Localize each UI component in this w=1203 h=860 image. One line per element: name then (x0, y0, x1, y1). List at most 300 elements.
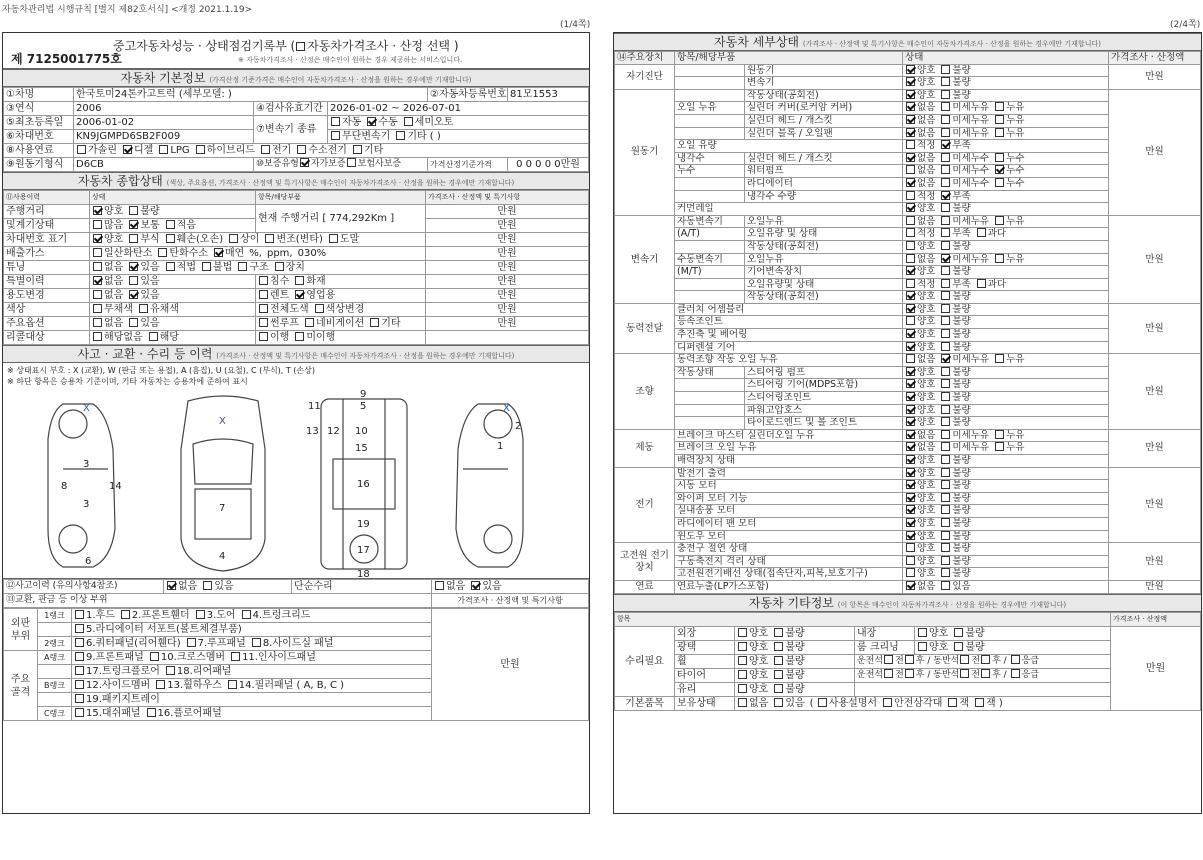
detail-status (903, 253, 1109, 266)
odometer-reading: 현재 주행거리 [ 774,292Km ] (256, 205, 426, 233)
status-option-label: 부족 (952, 190, 971, 202)
detail-part: 작동상태(공회전) (745, 89, 903, 102)
status-checkbox[interactable] (941, 153, 950, 162)
detail-subgroup: 오일 누유 (675, 102, 745, 115)
detail-subgroup (675, 240, 745, 253)
part-label-16: 16 (357, 479, 370, 490)
status-checkbox[interactable] (941, 329, 950, 338)
status-option-label: 불량 (952, 505, 971, 517)
status-checkbox[interactable] (906, 115, 915, 124)
part-label-15: 15 (355, 443, 368, 454)
status-checkbox[interactable] (906, 316, 915, 325)
part-label-5: 5 (360, 401, 367, 412)
status-checkbox[interactable] (995, 354, 1004, 363)
status-checkbox[interactable] (941, 493, 950, 502)
status-option-label: 없음 (917, 253, 936, 265)
status-checkbox[interactable] (906, 505, 915, 514)
status-option-label: 미세누수 (952, 165, 990, 177)
status-checkbox[interactable] (906, 65, 915, 74)
status-checkbox[interactable] (941, 102, 950, 111)
detail-status (903, 429, 1109, 442)
status-checkbox[interactable] (906, 165, 915, 174)
accident-history-table: ⑫사고이력 (유의사항4참조) 없음 있음 단순수리 없음 있음 ⑬교환, 판금 등 이상 부위 가격조사 · 산정액 및 특기사항 (3, 579, 589, 608)
status-checkbox[interactable] (941, 568, 950, 577)
part-label-17: 17 (357, 545, 370, 556)
other-info-table: 항목 가격조사 · 산정액 수리필요 외장 양호 불량 내장 양호 불량 만원 광택 양호 불량 룸 크리닝 양호 불량 휠 양호 불량 운전석 전 후 / 동반석 전 후 / 응급 타이어 양호 불량 운전석 전 후 / 동반석 전 후 / 응급 유리 양호 불량 기본품목 보유상태 없음 있음 ( 사용설명서 안전삼각대 잭 잭 ) (614, 612, 1201, 711)
status-option-label: 불량 (952, 77, 971, 89)
status-option-label: 미세누유 (952, 442, 990, 454)
car-left-view (48, 404, 115, 567)
status-checkbox[interactable] (906, 379, 915, 388)
status-option-label: 없음 (917, 580, 936, 592)
status-checkbox[interactable] (941, 581, 950, 590)
status-option-label: 불량 (952, 392, 971, 404)
status-option-label: 양호 (917, 366, 936, 378)
detail-part: 변속기 (745, 77, 903, 90)
status-checkbox[interactable] (906, 480, 915, 489)
status-option-label: 불량 (952, 404, 971, 416)
status-option-label: 불량 (952, 517, 971, 529)
detail-status (903, 203, 1109, 216)
status-checkbox[interactable] (941, 442, 950, 451)
status-option-label: 불량 (952, 455, 971, 466)
device-group-name: 원동기 (615, 89, 675, 215)
detail-part: 오일누유 (745, 215, 903, 228)
detail-item: 등속조인트 (675, 316, 903, 329)
status-checkbox[interactable] (906, 468, 915, 477)
status-checkbox[interactable] (941, 241, 950, 250)
status-checkbox[interactable] (941, 90, 950, 99)
detail-item: 디퍼렌셜 기어 (675, 341, 903, 354)
status-checkbox[interactable] (941, 203, 950, 212)
detail-item: 커먼레일 (675, 203, 903, 216)
status-checkbox[interactable] (906, 266, 915, 275)
status-option-label: 양호 (917, 89, 936, 101)
detail-item: 실내송풍 모터 (675, 505, 903, 518)
detail-item: 연료누출(LP가스포함) (675, 580, 903, 593)
status-option-label: 불량 (952, 329, 971, 341)
status-option-label: 있음 (952, 580, 971, 592)
status-checkbox[interactable] (941, 417, 950, 426)
detail-part: 기어변속장치 (745, 266, 903, 279)
status-checkbox[interactable] (906, 518, 915, 527)
detail-table: ⑭주요장치 항목/해당부품 상태 가격조사 · 산정액 자기진단 원동기 양호 불량 만원 변속기 양호 불량 원동기 작동상태(공회전) 양호 불량 만원 오일 누유 실린더 커버(로커암 커버) 없음 미세누유 누유 실린더 헤드 / 개스킷 없음 미세누유 누유 실린더 블록 / 오일팬 없음 미세누유 누유 오일 유량 적정 부족 냉각수 실린더 헤드 / 개스킷 없음 미세누수 누수 누수 워터펌프 없음 미세누수 누수 라디에이터 없음 미세누수 누수 냉각수 수량 적정 부족 커먼레일 양호 불량 변속기 자동변속기 오일누유 없음 미세누유 누유 만원 (A/T) 오일유량 및 상태 적정 부족 과다 작동상태(공회전) 양호 불량 수동변속기 오일누유 없음 미세누유 누유 (M/T) 기어변속장치 양호 불량 오일유량및 상태 적정 부족 과다 작동상태(공회전) 양호 불량 동력전달 클러치 어셈블리 양호 불량 만원 등속조인트 양호 불량 추진축 및 베어링 양호 불량 디퍼렌셜 기어 양호 불량 조향 동력조향 작동 오일 누유 없음 미세누유 누유 만원 작동상태 스티어링 펌프 양호 불량 스티어링 기어(MDPS포함) 양호 불량 스티어링조인트 양호 불량 파워고압호스 양호 불량 타이로드엔드 및 볼 조인트 양호 불량 제동 브레이크 마스터 실린더오일 누유 없음 미세누유 누유 만원 브레이크 오일 누유 없음 미세누유 누유 배력장치 상태 양호 불량 전기 발전기 출력 양호 불량 만원 시동 모터 양호 불량 와이퍼 모터 기능 양호 불량 실내송풍 모터 양호 불량 라디에이터 팬 모터 양호 불량 윈도우 모터 양호 불량 고전원 전기장치 충전구 절연 상태 양호 불량 만원 구동축전지 격리 상태 양호 불량 고전원전기배선 상태(접속단자,피복,보호기구) 양호 불량 연료 연료누출(LP가스포함) 없음 있음 만원 (614, 51, 1201, 594)
status-checkbox[interactable] (941, 304, 950, 313)
detail-status (903, 404, 1109, 417)
damage-mark-top: X (219, 416, 226, 427)
status-option-label: 없음 (917, 127, 936, 139)
page-number-1: (1/4쪽) (560, 20, 591, 30)
status-checkbox[interactable] (906, 77, 915, 86)
price-survey-checkbox[interactable] (296, 42, 305, 51)
status-checkbox[interactable] (995, 115, 1004, 124)
device-group-name: 동력전달 (615, 303, 675, 353)
status-option-label: 미세누유 (952, 114, 990, 126)
detail-item: 구동축전지 격리 상태 (675, 555, 903, 568)
status-option-label: 누수 (1006, 165, 1025, 177)
car-right-view (456, 404, 523, 567)
detail-title: 자동차 세부상태 (가격조사 · 산정액 및 특기사항은 매수인이 자동차가격조사 · 산정을 원하는 경우에만 기재합니다) (614, 33, 1201, 51)
status-checkbox[interactable] (906, 241, 915, 250)
status-checkbox[interactable] (977, 228, 986, 237)
status-checkbox[interactable] (906, 430, 915, 439)
status-checkbox[interactable] (906, 216, 915, 225)
status-option-label: 누수 (1006, 152, 1025, 164)
detail-part: 파워고압호스 (745, 404, 903, 417)
status-checkbox[interactable] (906, 279, 915, 288)
detail-part: 스티어링조인트 (745, 392, 903, 405)
part-label-3: 3 (83, 459, 90, 470)
status-option-label: 양호 (917, 392, 936, 404)
detail-status (903, 329, 1109, 342)
part-label-10: 10 (355, 426, 368, 437)
device-group-name: 제동 (615, 429, 675, 467)
status-option-label: 양호 (917, 341, 936, 353)
status-option-label: 불량 (952, 543, 971, 555)
status-option-label: 미세누수 (952, 152, 990, 164)
detail-subgroup (675, 379, 745, 392)
status-checkbox[interactable] (941, 140, 950, 149)
status-checkbox[interactable] (941, 228, 950, 237)
status-option-label: 양호 (917, 316, 936, 328)
status-option-label: 누유 (1006, 127, 1025, 139)
status-checkbox[interactable] (906, 228, 915, 237)
group-price: 만원 (1109, 64, 1201, 89)
status-option-label: 누유 (1006, 442, 1025, 454)
part-label-11: 11 (308, 401, 321, 412)
part-label-9: 9 (360, 389, 367, 400)
group-price: 만원 (1109, 215, 1201, 303)
detail-subgroup: 냉각수 (675, 152, 745, 165)
status-option-label: 누유 (1006, 429, 1025, 441)
detail-item: 브레이크 마스터 실린더오일 누유 (675, 429, 903, 442)
status-checkbox[interactable] (906, 90, 915, 99)
part-label-13: 13 (306, 426, 319, 437)
status-checkbox[interactable] (941, 65, 950, 74)
status-checkbox[interactable] (906, 329, 915, 338)
summary-table: ⑪사용이력 상태 항목/해당부품 가격조사 · 산정액 및 특기사항 주행거리 양호 불량 현재 주행거리 [ 774,292Km ] 만원 및계기상태 많음 보통 적음 만원 차대번호 표기 양호 부식 훼손(오손) 상이 변조(변타) 도말 만원 배출가스 일산화탄소 탄화수소 매연 %, ppm, 030% 만원 튜닝 없음 있음 적법 불법 구조 장치 만원 특별이력 없음 있음 침수 화재 만원 용도변경 없음 있음 렌트 영업용 만원 색상 무채색 유채색 전체도색 색상변경 만원 주요옵션 없음 있음 썬루프 네비게이션 기타 만원 리콜대상 해당없음 해당 이행 미이행 (3, 190, 589, 345)
status-checkbox[interactable] (941, 543, 950, 552)
status-option-label: 불량 (952, 366, 971, 378)
detail-status (903, 152, 1109, 165)
status-option-label: 불량 (952, 480, 971, 492)
status-option-label: 불량 (952, 341, 971, 353)
status-option-label: 양호 (917, 455, 936, 466)
status-checkbox[interactable] (906, 128, 915, 137)
detail-subgroup (675, 77, 745, 90)
status-checkbox[interactable] (906, 531, 915, 540)
status-option-label: 부족 (952, 140, 971, 152)
status-checkbox[interactable] (906, 354, 915, 363)
status-option-label: 양호 (917, 266, 936, 278)
status-option-label: 누유 (1006, 102, 1025, 114)
group-price: 만원 (1109, 354, 1201, 430)
detail-row (615, 89, 1201, 102)
status-checkbox[interactable] (995, 102, 1004, 111)
status-checkbox[interactable] (906, 405, 915, 414)
detail-subgroup: 자동변속기 (675, 215, 745, 228)
detail-status (903, 530, 1109, 543)
detail-part: 타이로드엔드 및 볼 조인트 (745, 417, 903, 430)
detail-status (903, 341, 1109, 354)
detail-row (615, 64, 1201, 77)
detail-subgroup (675, 89, 745, 102)
detail-status (903, 190, 1109, 203)
document-title: 중고자동차성능 · 상태점검기록부 ( 자동차가격조사 · 산정 선택 ) (113, 39, 459, 53)
detail-status (903, 517, 1109, 530)
detail-status (903, 480, 1109, 493)
detail-row (615, 580, 1201, 593)
detail-subgroup: 작동상태 (675, 366, 745, 379)
detail-part: 냉각수 수량 (745, 190, 903, 203)
status-checkbox[interactable] (941, 480, 950, 489)
detail-status (903, 114, 1109, 127)
status-option-label: 불량 (952, 316, 971, 328)
status-checkbox[interactable] (941, 405, 950, 414)
status-checkbox[interactable] (906, 568, 915, 577)
detail-status (903, 492, 1109, 505)
detail-item: 클러치 어셈블리 (675, 303, 903, 316)
status-checkbox[interactable] (941, 367, 950, 376)
summary-title: 자동차 종합상태 (색상, 주요옵션, 가격조사 · 산정액 및 특기사항은 매수인이 자동차가격조사 · 산정을 원하는 경우에만 기재합니다) (3, 172, 589, 190)
status-option-label: 불량 (952, 291, 971, 303)
status-checkbox[interactable] (995, 153, 1004, 162)
detail-item: 동력조향 작동 오일 누유 (675, 354, 903, 367)
status-checkbox[interactable] (995, 430, 1004, 439)
page-number-2: (2/4쪽) (1170, 20, 1201, 30)
status-checkbox[interactable] (906, 342, 915, 351)
detail-status (903, 379, 1109, 392)
status-checkbox[interactable] (941, 291, 950, 300)
detail-status (903, 505, 1109, 518)
status-checkbox[interactable] (941, 216, 950, 225)
detail-status (903, 543, 1109, 556)
part-label-14: 14 (109, 481, 122, 492)
detail-item: 와이퍼 모터 기능 (675, 492, 903, 505)
status-checkbox[interactable] (906, 581, 915, 590)
status-option-label: 양호 (917, 64, 936, 76)
status-option-label: 불량 (952, 568, 971, 580)
status-checkbox[interactable] (941, 191, 950, 200)
status-option-label: 불량 (952, 467, 971, 479)
detail-status (903, 240, 1109, 253)
legend-note: ※ 하단 항목은 승용차 기준이며, 기타 자동차는 승용차에 준하여 표시 (7, 377, 248, 386)
status-checkbox[interactable] (906, 178, 915, 187)
status-checkbox[interactable] (906, 493, 915, 502)
detail-item: 시동 모터 (675, 480, 903, 493)
detail-subgroup (675, 417, 745, 430)
detail-subgroup: 수동변속기 (675, 253, 745, 266)
detail-subgroup (675, 64, 745, 77)
status-checkbox[interactable] (995, 442, 1004, 451)
detail-item: 윈도우 모터 (675, 530, 903, 543)
status-checkbox[interactable] (941, 165, 950, 174)
detail-item: 오일 유량 (675, 140, 903, 153)
detail-status (903, 417, 1109, 430)
form-header-label: 자동차관리법 시행규칙 [별지 제82호서식] <개정 2021.1.19> (2, 5, 253, 15)
detail-part: 실린더 커버(로커암 커버) (745, 102, 903, 115)
status-checkbox[interactable] (941, 379, 950, 388)
status-option-label: 없음 (917, 354, 936, 366)
detail-status (903, 580, 1109, 593)
rank-table: 외판 부위 1랭크 1.후드 2.프론트휀더 3.도어 4.트렁크리드 만원 5.라디에이터 서포트(볼트체결부품) 2랭크 6.쿼터패널(리어휀다) 7.루프패널 8.사이드실 패널 주요 골격 A랭크 9.프론트패널 10.크로스멤버 11.인사이드패널 17.트렁크플로어 18.리어패널 B랭크 12.사이드멤버 13.휠하우스 14.필러패널 ( A, B, C ) 19.패키지트레이 C랭크 15.대쉬패널 16.플로어패널 (3, 608, 589, 721)
status-checkbox[interactable] (941, 266, 950, 275)
status-option-label: 누유 (1006, 215, 1025, 227)
detail-status (903, 392, 1109, 405)
status-checkbox[interactable] (941, 128, 950, 137)
detail-part: 작동상태(공회전) (745, 240, 903, 253)
status-checkbox[interactable] (941, 316, 950, 325)
status-checkbox[interactable] (906, 102, 915, 111)
detail-item: 브레이크 오일 누유 (675, 442, 903, 455)
status-checkbox[interactable] (941, 531, 950, 540)
status-option-label: 양호 (917, 240, 936, 252)
status-option-label: 미세누수 (952, 177, 990, 189)
detail-part: 스티어링 펌프 (745, 366, 903, 379)
status-checkbox[interactable] (906, 455, 915, 464)
status-option-label: 없음 (917, 152, 936, 164)
part-label-6: 6 (85, 556, 92, 567)
detail-part: 작동상태(공회전) (745, 291, 903, 304)
detail-item: 충전구 절연 상태 (675, 543, 903, 556)
status-option-label: 적정 (917, 228, 936, 240)
other-info-title: 자동차 기타정보 (이 항목은 매수인이 자동차가격조사 · 산정을 원하는 경우에만 기재합니다) (614, 594, 1201, 612)
status-checkbox[interactable] (906, 254, 915, 263)
status-checkbox[interactable] (906, 442, 915, 451)
diesel-check[interactable] (123, 145, 132, 154)
detail-part: 오일유량 및 상태 (745, 228, 903, 241)
detail-status (903, 442, 1109, 455)
status-checkbox[interactable] (941, 77, 950, 86)
status-option-label: 불량 (952, 64, 971, 76)
status-checkbox[interactable] (906, 367, 915, 376)
status-option-label: 양호 (917, 203, 936, 215)
detail-part: 원동기 (745, 64, 903, 77)
page-two (613, 32, 1202, 814)
detail-item: 고전원전기배선 상태(접속단자,피복,보호기구) (675, 568, 903, 581)
detail-status (903, 127, 1109, 140)
status-option-label: 없음 (917, 177, 936, 189)
status-option-label: 누유 (1006, 114, 1025, 126)
detail-subgroup (675, 404, 745, 417)
status-checkbox[interactable] (941, 178, 950, 187)
part-label-18: 18 (357, 569, 370, 579)
detail-item: 배력장치 상태 (675, 455, 903, 468)
status-checkbox[interactable] (906, 140, 915, 149)
status-checkbox[interactable] (906, 556, 915, 565)
status-checkbox[interactable] (995, 128, 1004, 137)
damage-mark-right: X (503, 403, 510, 414)
status-checkbox[interactable] (941, 115, 950, 124)
detail-part: 라디에이터 (745, 177, 903, 190)
document-number: 제 7125001775호 (11, 52, 122, 66)
status-checkbox[interactable] (906, 191, 915, 200)
status-option-label: 누유 (1006, 354, 1025, 366)
detail-row (615, 303, 1201, 316)
manual-transmission-check[interactable] (367, 117, 376, 126)
group-price: 만원 (1109, 429, 1201, 467)
status-checkbox[interactable] (941, 518, 950, 527)
detail-subgroup: (M/T) (675, 266, 745, 279)
detail-subgroup (675, 278, 745, 291)
status-option-label: 양호 (917, 517, 936, 529)
status-checkbox[interactable] (995, 178, 1004, 187)
detail-part: 실린더 블록 / 오일팬 (745, 127, 903, 140)
status-checkbox[interactable] (941, 430, 950, 439)
device-group-name: 연료 (615, 580, 675, 593)
status-checkbox[interactable] (941, 354, 950, 363)
status-option-label: 적정 (917, 140, 936, 152)
status-checkbox[interactable] (906, 543, 915, 552)
part-label-8: 8 (61, 481, 68, 492)
status-option-label: 미세누유 (952, 253, 990, 265)
status-checkbox[interactable] (995, 216, 1004, 225)
status-option-label: 양호 (917, 379, 936, 391)
status-checkbox[interactable] (941, 505, 950, 514)
status-option-label: 양호 (917, 530, 936, 542)
status-checkbox[interactable] (906, 203, 915, 212)
device-group-name: 조향 (615, 354, 675, 430)
status-option-label: 누유 (1006, 253, 1025, 265)
status-checkbox[interactable] (906, 304, 915, 313)
status-checkbox[interactable] (941, 392, 950, 401)
status-checkbox[interactable] (941, 279, 950, 288)
status-checkbox[interactable] (906, 417, 915, 426)
status-checkbox[interactable] (941, 254, 950, 263)
status-option-label: 양호 (917, 303, 936, 315)
detail-status (903, 77, 1109, 90)
car-outline-svg (3, 389, 589, 579)
detail-row (615, 467, 1201, 480)
status-option-label: 양호 (917, 291, 936, 303)
part-label-12: 12 (327, 426, 340, 437)
status-option-label: 불량 (952, 303, 971, 315)
detail-status (903, 303, 1109, 316)
detail-status (903, 102, 1109, 115)
status-option-label: 불량 (952, 379, 971, 391)
status-checkbox[interactable] (941, 455, 950, 464)
status-checkbox[interactable] (906, 291, 915, 300)
status-checkbox[interactable] (995, 254, 1004, 263)
status-checkbox[interactable] (906, 153, 915, 162)
status-checkbox[interactable] (941, 468, 950, 477)
status-checkbox[interactable] (941, 342, 950, 351)
group-price: 만원 (1109, 89, 1201, 215)
device-group-name: 자기진단 (615, 64, 675, 89)
status-option-label: 미세누유 (952, 102, 990, 114)
detail-subgroup (675, 291, 745, 304)
detail-part: 오일유량및 상태 (745, 278, 903, 291)
status-checkbox[interactable] (941, 556, 950, 565)
status-checkbox[interactable] (977, 279, 986, 288)
detail-status (903, 177, 1109, 190)
status-option-label: 부족 (952, 228, 971, 240)
status-option-label: 없음 (917, 165, 936, 177)
status-option-label: 없음 (917, 102, 936, 114)
detail-part: 실린더 헤드 / 개스킷 (745, 152, 903, 165)
status-option-label: 불량 (952, 417, 971, 429)
status-checkbox[interactable] (995, 165, 1004, 174)
status-option-label: 불량 (952, 266, 971, 278)
damage-mark-left: X (83, 403, 90, 414)
status-option-label: 미세누유 (952, 354, 990, 366)
group-price: 만원 (1109, 580, 1201, 593)
status-option-label: 불량 (952, 240, 971, 252)
status-checkbox[interactable] (906, 392, 915, 401)
detail-subgroup: (A/T) (675, 228, 745, 241)
detail-part: 워터펌프 (745, 165, 903, 178)
detail-status (903, 568, 1109, 581)
